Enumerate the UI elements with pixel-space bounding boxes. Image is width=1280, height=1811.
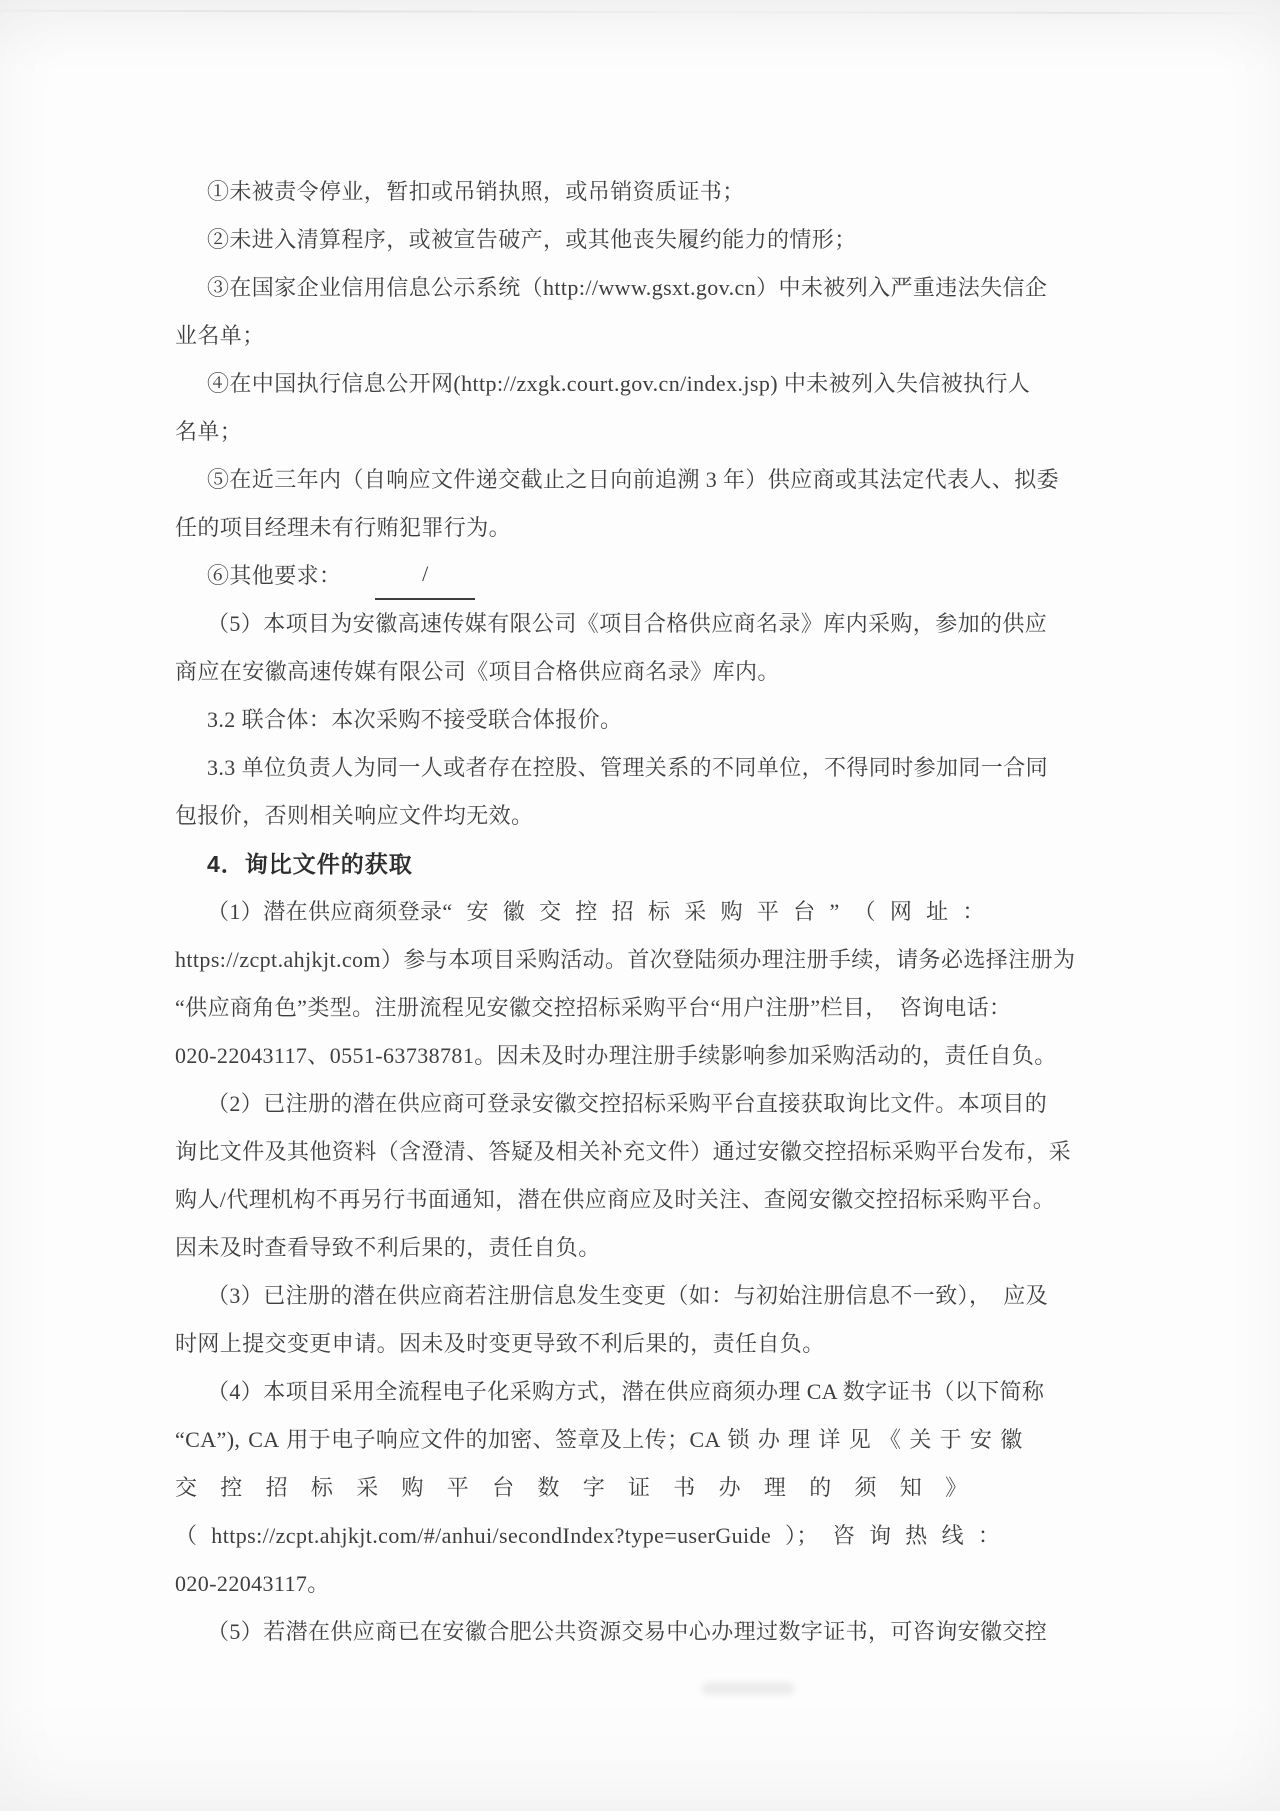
para-2-line-4: 因未及时查看导致不利后果的，责任自负。 [175, 1235, 601, 1260]
item-5-catalog-line-2: 商应在安徽高速传媒有限公司《项目合格供应商名录》库内。 [175, 659, 780, 684]
supplier-condition-4-continuation: 名单； [175, 419, 243, 444]
scan-artifact-hairline [0, 10, 1280, 15]
para-1-line-1: （1）潜在供应商须登录“ 安 徽 交 控 招 标 采 购 平 台 ” （ 网 址 ： [207, 899, 985, 924]
supplier-condition-5: ⑤在近三年内（自响应文件递交截止之日向前追溯 3 年）供应商或其法定代表人、拟委 [207, 467, 1060, 492]
supplier-condition-3-continuation: 业名单； [175, 323, 265, 348]
section-4-heading: 4．询比文件的获取 [207, 851, 413, 877]
clause-3-3-line-1: 3.3 单位负责人为同一人或者存在控股、管理关系的不同单位，不得同时参加同一合同 [207, 755, 1049, 780]
supplier-condition-5-continuation: 任的项目经理未有行贿犯罪行为。 [175, 515, 512, 540]
para-5-line-1: （5）若潜在供应商已在安徽合肥公共资源交易中心办理过数字证书，可咨询安徽交控 [207, 1619, 1048, 1644]
other-requirements-label: ⑥其他要求： [207, 563, 342, 588]
para-4-line-5: 020-22043117。 [175, 1571, 330, 1596]
para-1-line-4: 020-22043117、0551-63738781。因未及时办理注册手续影响参加采购活动的，责任自负。 [175, 1043, 1057, 1068]
other-requirements-value: / [422, 561, 429, 586]
supplier-condition-4: ④在中国执行信息公开网(http://zxgk.court.gov.cn/index.jsp) 中未被列入失信被执行人 [207, 371, 1031, 396]
supplier-condition-2: ②未进入清算程序，或被宣告破产，或其他丧失履约能力的情形； [207, 227, 857, 252]
other-requirements-blank-underline [375, 554, 475, 600]
para-2-line-1: （2）已注册的潜在供应商可登录安徽交控招标采购平台直接获取询比文件。本项目的 [207, 1091, 1048, 1116]
para-2-line-2: 询比文件及其他资料（含澄清、答疑及相关补充文件）通过安徽交控招标采购平台发布，采 [175, 1139, 1072, 1164]
para-1-line-2: https://zcpt.ahjkjt.com）参与本项目采购活动。首次登陆须办理注册手续，请务必选择注册为 [175, 947, 1076, 972]
clause-3-2-joint-venture: 3.2 联合体：本次采购不接受联合体报价。 [207, 707, 623, 732]
para-4-line-1: （4）本项目采用全流程电子化采购方式，潜在供应商须办理 CA 数字证书（以下简称 [207, 1379, 1045, 1404]
clause-3-3-line-2: 包报价，否则相关响应文件均无效。 [175, 803, 534, 828]
para-3-line-1: （3）已注册的潜在供应商若注册信息发生变更（如：与初始注册信息不一致）， 应及 [207, 1283, 1049, 1308]
scan-artifact-smudge [702, 1682, 794, 1695]
supplier-condition-6-other-requirements [175, 552, 1105, 600]
para-4-line-3: 交 控 招 标 采 购 平 台 数 字 证 书 办 理 的 须 知 》 [175, 1475, 968, 1500]
supplier-condition-3: ③在国家企业信用信息公示系统（http://www.gsxt.gov.cn）中未被列入严重违法失信企 [207, 275, 1048, 300]
para-2-line-3: 购人/代理机构不再另行书面通知，潜在供应商应及时关注、查阅安徽交控招标采购平台。 [175, 1187, 1056, 1212]
para-3-line-2: 时网上提交变更申请。因未及时变更导致不利后果的，责任自负。 [175, 1331, 825, 1356]
para-4-line-4: （ https://zcpt.ahjkjt.com/#/anhui/secondIndex?type=userGuide ）； 咨 询 热 线 ： [175, 1523, 1001, 1548]
para-4-line-2: “CA”), CA 用于电子响应文件的加密、签章及上传；CA 锁 办 理 详 见 《 关 于 安 徽 [175, 1427, 1023, 1452]
para-1-line-3: “供应商角色”类型。注册流程见安徽交控招标采购平台“用户注册”栏目， 咨询电话： [175, 995, 1012, 1020]
document-body [175, 168, 1105, 1656]
item-5-catalog-line-1: （5）本项目为安徽高速传媒有限公司《项目合格供应商名录》库内采购，参加的供应 [207, 611, 1048, 636]
supplier-condition-1: ①未被责令停业，暂扣或吊销执照，或吊销资质证书； [207, 179, 745, 204]
